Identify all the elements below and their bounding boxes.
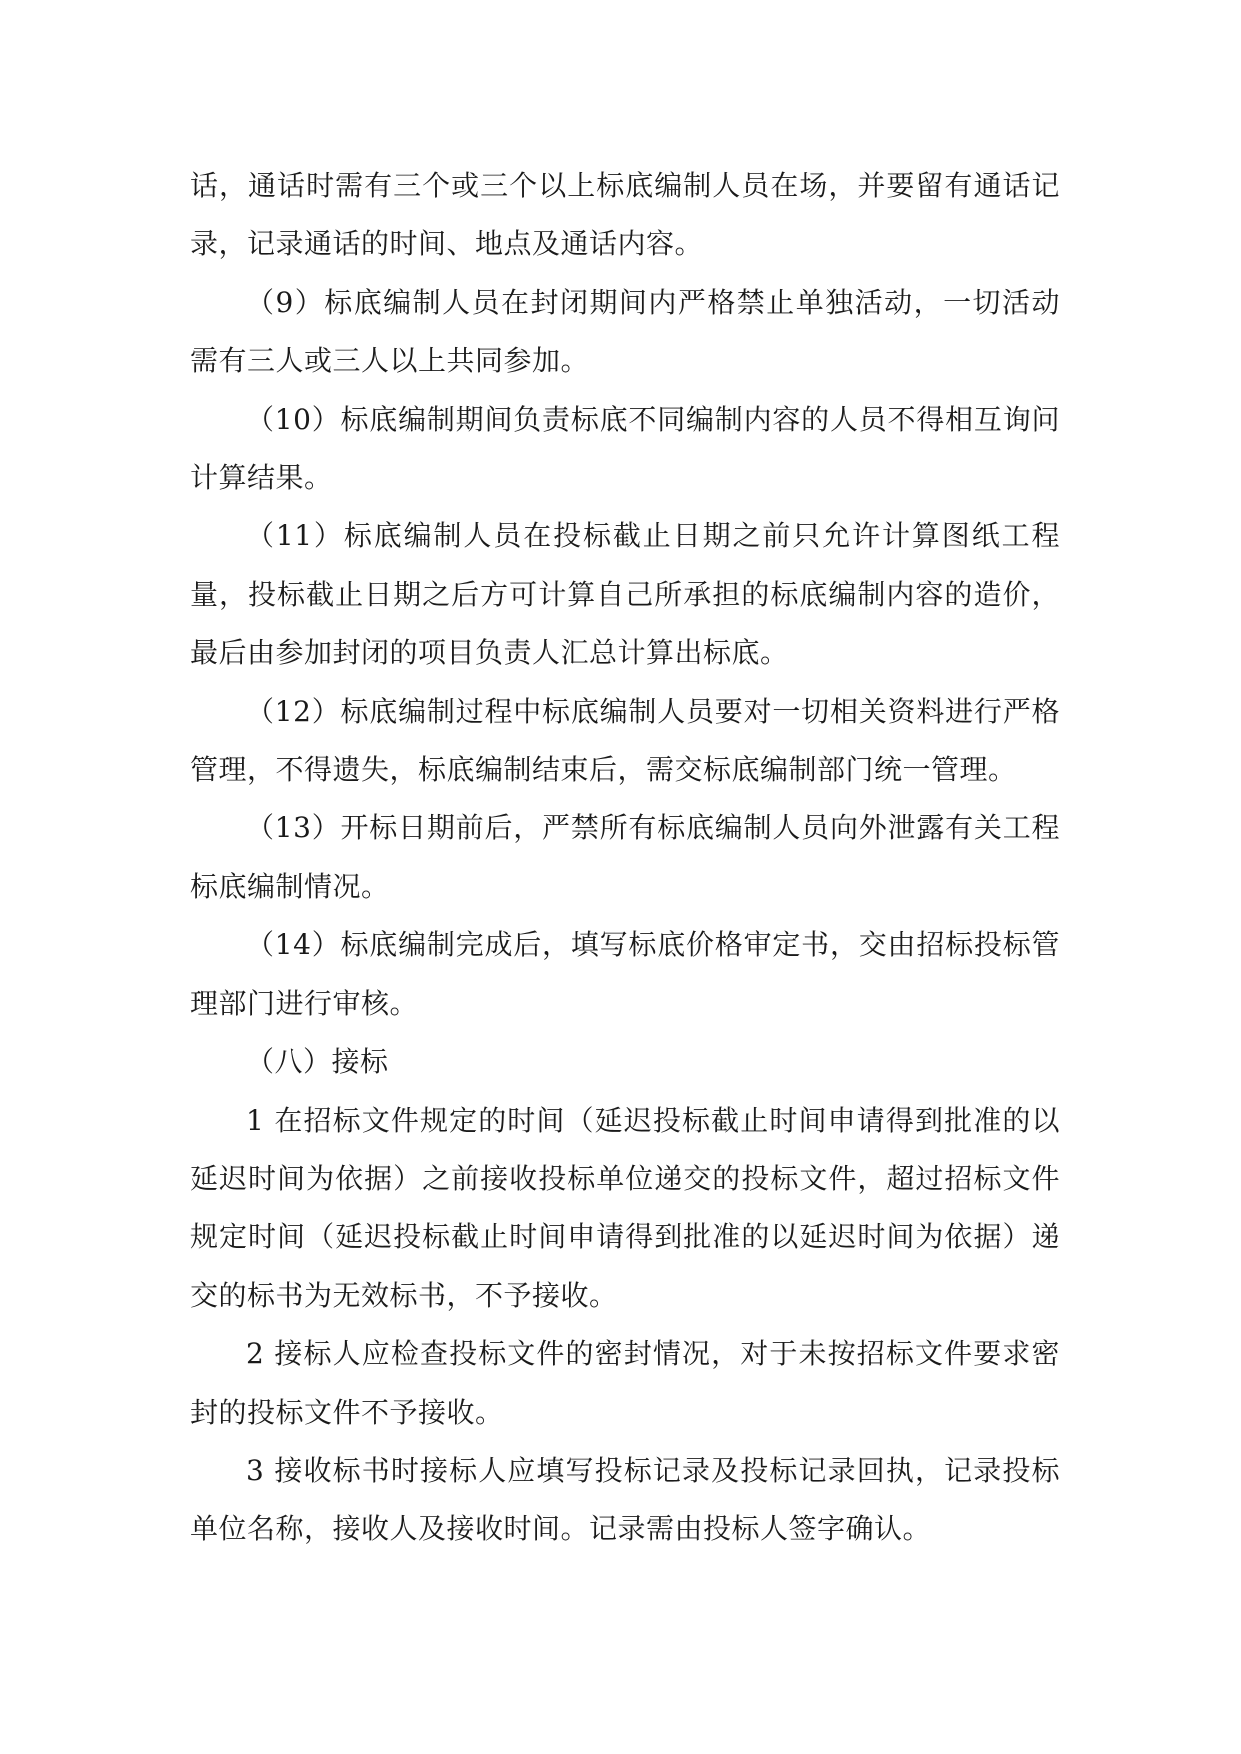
paragraph-item-10: （10）标底编制期间负责标底不同编制内容的人员不得相互询问计算结果。 — [190, 402, 1060, 495]
paragraph-continuation: 话，通话时需有三个或三个以上标底编制人员在场，并要留有通话记录，记录通话的时间、地点及通话内容。 — [190, 169, 1060, 261]
document-body — [190, 157, 1060, 1559]
section-heading-receiving-bids: （八）接标 — [246, 1045, 389, 1079]
paragraph-rule-2: 2 接标人应检查投标文件的密封情况，对于未按招标文件要求密封的投标文件不予接收。 — [190, 1337, 1060, 1429]
paragraph-item-14: （14）标底编制完成后，填写标底价格审定书，交由招标投标管理部门进行审核。 — [190, 928, 1060, 1020]
paragraph-item-9: （9）标底编制人员在封闭期间内严格禁止单独活动，一切活动需有三人或三人以上共同参加。 — [190, 285, 1060, 378]
paragraph-rule-3: 3 接收标书时接标人应填写投标记录及投标记录回执，记录投标单位名称，接收人及接收时间。记录需由投标人签字确认。 — [190, 1453, 1060, 1546]
paragraph-rule-1: 1 在招标文件规定的时间（延迟投标截止时间申请得到批准的以延迟时间为依据）之前接收投标单位递交的投标文件，超过招标文件规定时间（延迟投标截止时间申请得到批准的以延迟时间为依据）递交的标书为无效标书，不予接收。 — [190, 1103, 1060, 1312]
paragraph-item-13: （13）开标日期前后，严禁所有标底编制人员向外泄露有关工程标底编制情况。 — [190, 811, 1060, 903]
paragraph-item-12: （12）标底编制过程中标底编制人员要对一切相关资料进行严格 管理，不得遗失，标底编制结束后，需交标底编制部门统一管理。 — [190, 694, 1060, 787]
paragraph-item-11: （11）标底编制人员在投标截止日期之前只允许计算图纸工程量，投标截止日期之后方可计算自己所承担的标底编制内容的造价，最后由参加封闭的项目负责人汇总计算出标底。 — [190, 519, 1060, 670]
